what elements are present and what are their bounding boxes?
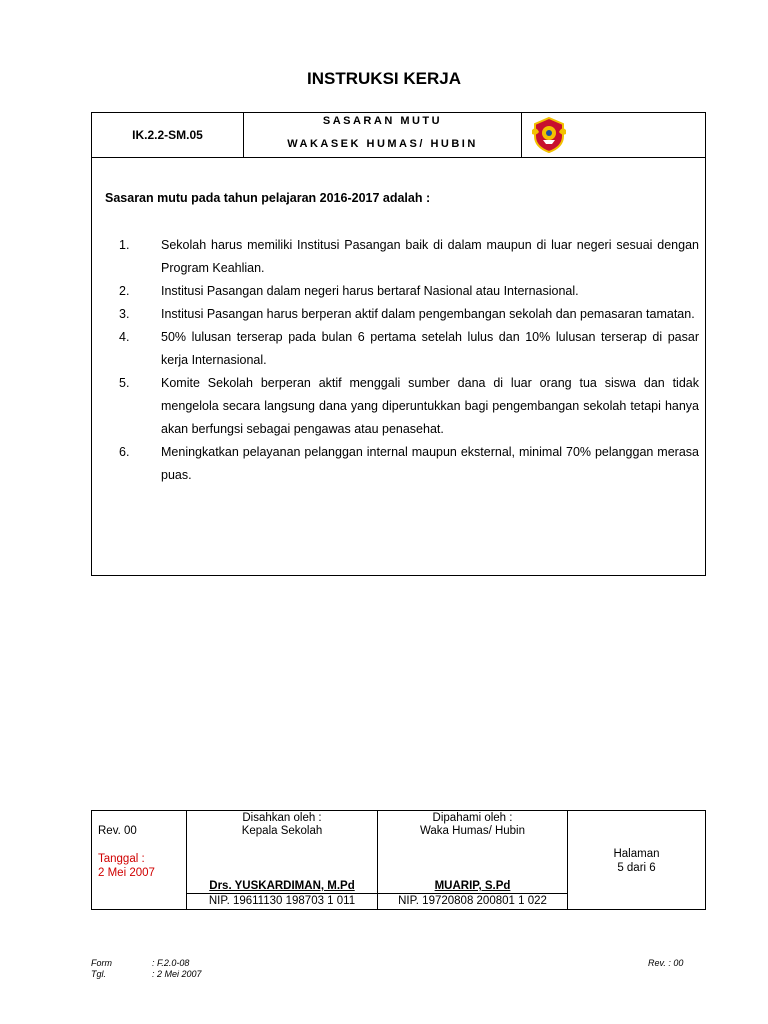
item-number: 6.: [119, 445, 130, 459]
item-text: 50% lulusan terserap pada bulan 6 pertama setelah lulus dan 10% lulusan terserap di pasar kerja Internasional.: [161, 330, 699, 367]
understood-role: Waka Humas/ Hubin: [419, 825, 526, 837]
date-block: [98, 852, 155, 880]
page-indicator: [568, 847, 705, 875]
page-label: Halaman: [613, 848, 660, 860]
understood-signer-name: MUARIP, S.Pd: [434, 880, 511, 892]
school-emblem-icon: [530, 116, 568, 154]
tgl-value: : 2 Mei 2007: [152, 969, 202, 979]
list-item: [119, 234, 699, 280]
divider: [378, 893, 567, 894]
header-center: [244, 113, 522, 157]
footer-revision: Rev. : 00: [648, 958, 684, 968]
form-value: : F.2.0-08: [152, 958, 190, 968]
approved-signer-name: Drs. YUSKARDIMAN, M.Pd: [209, 880, 355, 892]
divider: [187, 893, 377, 894]
list-item: [119, 303, 699, 326]
understood-nip: NIP. 19720808 200801 1 022: [398, 895, 547, 907]
list-item: [119, 280, 699, 303]
header-title-line1: SASARAN MUTU: [322, 115, 443, 127]
date-label: Tanggal :: [98, 853, 145, 865]
approved-by-cell: [187, 811, 378, 909]
item-text: Institusi Pasangan harus berperan aktif dalam pengembangan sekolah dan pemasaran tamatan.: [161, 307, 695, 321]
item-text: Meningkatkan pelayanan pelanggan internal maupun eksternal, minimal 70% pelanggan merasa puas.: [161, 445, 699, 482]
item-number: 4.: [119, 330, 130, 344]
page-title: INSTRUKSI KERJA: [307, 69, 461, 88]
goal-list: [119, 234, 699, 487]
approved-nip: NIP. 19611130 198703 1 011: [208, 895, 356, 907]
page-cell: [568, 811, 705, 909]
form-label: Form: [91, 958, 112, 968]
list-item: [119, 441, 699, 487]
intro-text: Sasaran mutu pada tahun pelajaran 2016-2017 adalah :: [105, 191, 431, 205]
page-value: 5 dari 6: [617, 862, 656, 874]
item-number: 2.: [119, 284, 130, 298]
revision-number: Rev. 00: [98, 825, 137, 837]
approved-role: Kepala Sekolah: [241, 825, 323, 837]
date-value: 2 Mei 2007: [98, 867, 155, 879]
approved-label: Disahkan oleh :: [242, 812, 322, 824]
item-text: Institusi Pasangan dalam negeri harus bertaraf Nasional atau Internasional.: [161, 284, 579, 298]
revision-cell: [92, 811, 187, 909]
list-item: [119, 326, 699, 372]
item-number: 1.: [119, 238, 130, 252]
approval-table: [91, 810, 706, 910]
document-code: IK.2.2-SM.05: [92, 113, 244, 157]
content-box: [91, 157, 706, 576]
list-item: [119, 372, 699, 441]
tgl-label: Tgl.: [91, 969, 107, 979]
understood-by-cell: [378, 811, 568, 909]
item-text: Sekolah harus memiliki Institusi Pasangan baik di dalam maupun di luar negeri sesuai dengan Program Keahlian.: [161, 238, 699, 275]
header-title-line2: WAKASEK HUMAS/ HUBIN: [287, 138, 478, 150]
understood-label: Dipahami oleh :: [432, 812, 513, 824]
item-text: Komite Sekolah berperan aktif menggali sumber dana di luar orang tua siswa dan tidak mengelola secara langsung dana yang diperuntukkan bagi pengembangan sekolah tetapi hanya akan berfungsi sebagai pengawas atau penasehat.: [161, 376, 699, 436]
item-number: 5.: [119, 376, 130, 390]
header-table: [91, 112, 706, 158]
item-number: 3.: [119, 307, 130, 321]
